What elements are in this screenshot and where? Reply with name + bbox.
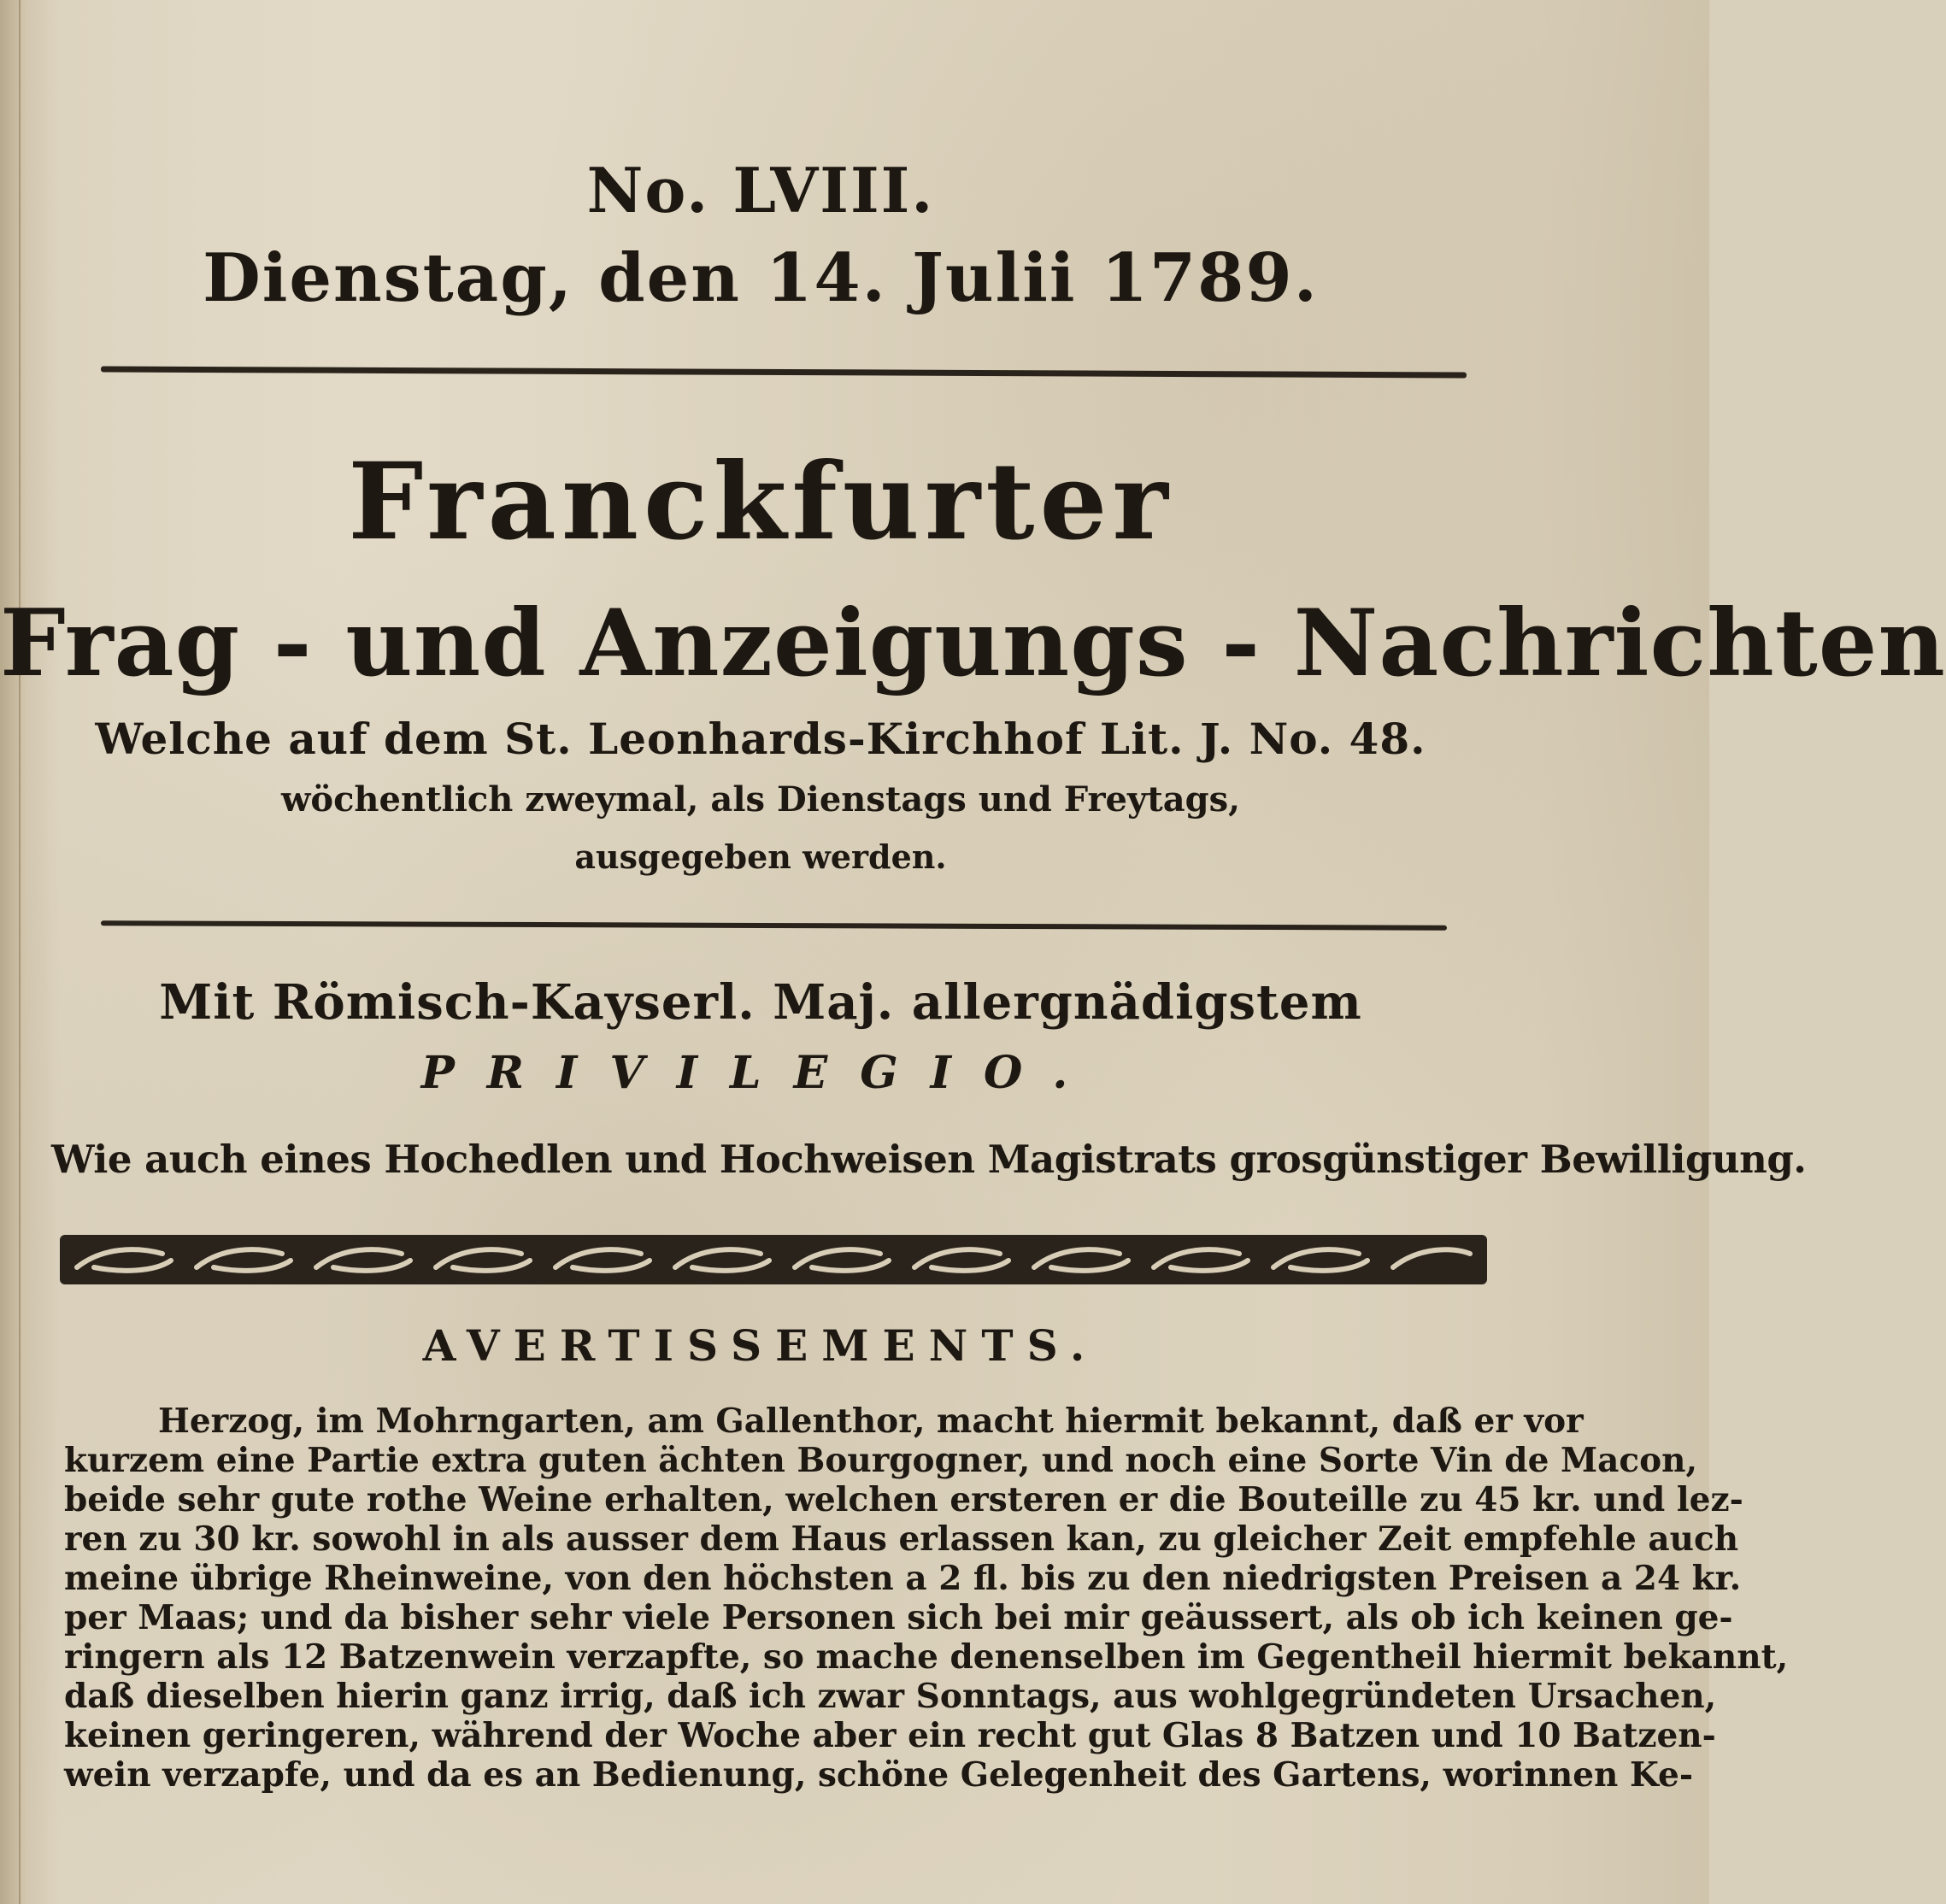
- middle-divider: [101, 920, 1447, 930]
- text-line: keinen geringeren, während der Woche aber ein recht gut Glas 8 Batzen und 10 Batzen-: [64, 1716, 1716, 1755]
- privilegio-heading: PRIVILEGIO.: [420, 1047, 1101, 1099]
- advertisement-text: [64, 1402, 1789, 1795]
- text-line: ren zu 30 kr. sowohl in als ausser dem Haus erlassen kan, zu gleicher Zeit empfehle auch: [64, 1519, 1739, 1559]
- issue-date: Dienstag, den 14. Julii 1789.: [203, 239, 1319, 317]
- top-divider: [101, 367, 1467, 379]
- magistrate-approval: Wie auch eines Hochedlen und Hochweisen Magistrats grosgünstiger Bewilligung.: [51, 1137, 1807, 1182]
- publication-note: ausgegeben werden.: [574, 837, 947, 876]
- text-line: Herzog, im Mohrngarten, am Gallenthor, macht hiermit bekannt, daß er vor: [158, 1402, 1584, 1441]
- text-line: meine übrige Rheinweine, von den höchsten a 2 fl. bis zu den niedrigsten Preisen a 24 kr.: [64, 1559, 1742, 1598]
- text-line: ringern als 12 Batzenwein verzapfte, so mache denenselben im Gegentheil hiermit bekannt,: [64, 1637, 1789, 1677]
- privilege-line: Mit Römisch-Kayserl. Maj. allergnädigstem: [159, 974, 1362, 1031]
- publisher-address: Welche auf dem St. Leonhards-Kirchhof Lit. J. No. 48.: [95, 714, 1426, 764]
- text-line: per Maas; und da bisher sehr viele Personen sich bei mir geäussert, als ob ich keinen ge-: [64, 1598, 1733, 1637]
- text-line: wein verzapfe, und da es an Bedienung, schöne Gelegenheit des Gartens, worinnen Ke-: [64, 1755, 1694, 1795]
- newspaper-title: Franckfurter: [348, 440, 1173, 564]
- publication-schedule: wöchentlich zweymal, als Dienstags und Freytags,: [280, 779, 1241, 820]
- text-line: daß dieselben hierin ganz irrig, daß ich zwar Sonntags, aus wohlgegründeten Ursachen,: [64, 1677, 1717, 1716]
- ornament-pattern: [60, 1235, 1487, 1284]
- newspaper-subtitle: Frag - und Anzeigungs - Nachrichten: [0, 590, 1946, 697]
- text-line: beide sehr gute rothe Weine erhalten, welchen ersteren er die Bouteille zu 45 kr. und lez-: [64, 1480, 1743, 1519]
- section-heading: AVERTISSEMENTS.: [422, 1320, 1099, 1371]
- ornamental-border: [60, 1235, 1487, 1284]
- issue-number: No. LVIII.: [586, 154, 935, 226]
- text-line: kurzem eine Partie extra guten ächten Bourgogner, und noch eine Sorte Vin de Macon,: [64, 1441, 1698, 1480]
